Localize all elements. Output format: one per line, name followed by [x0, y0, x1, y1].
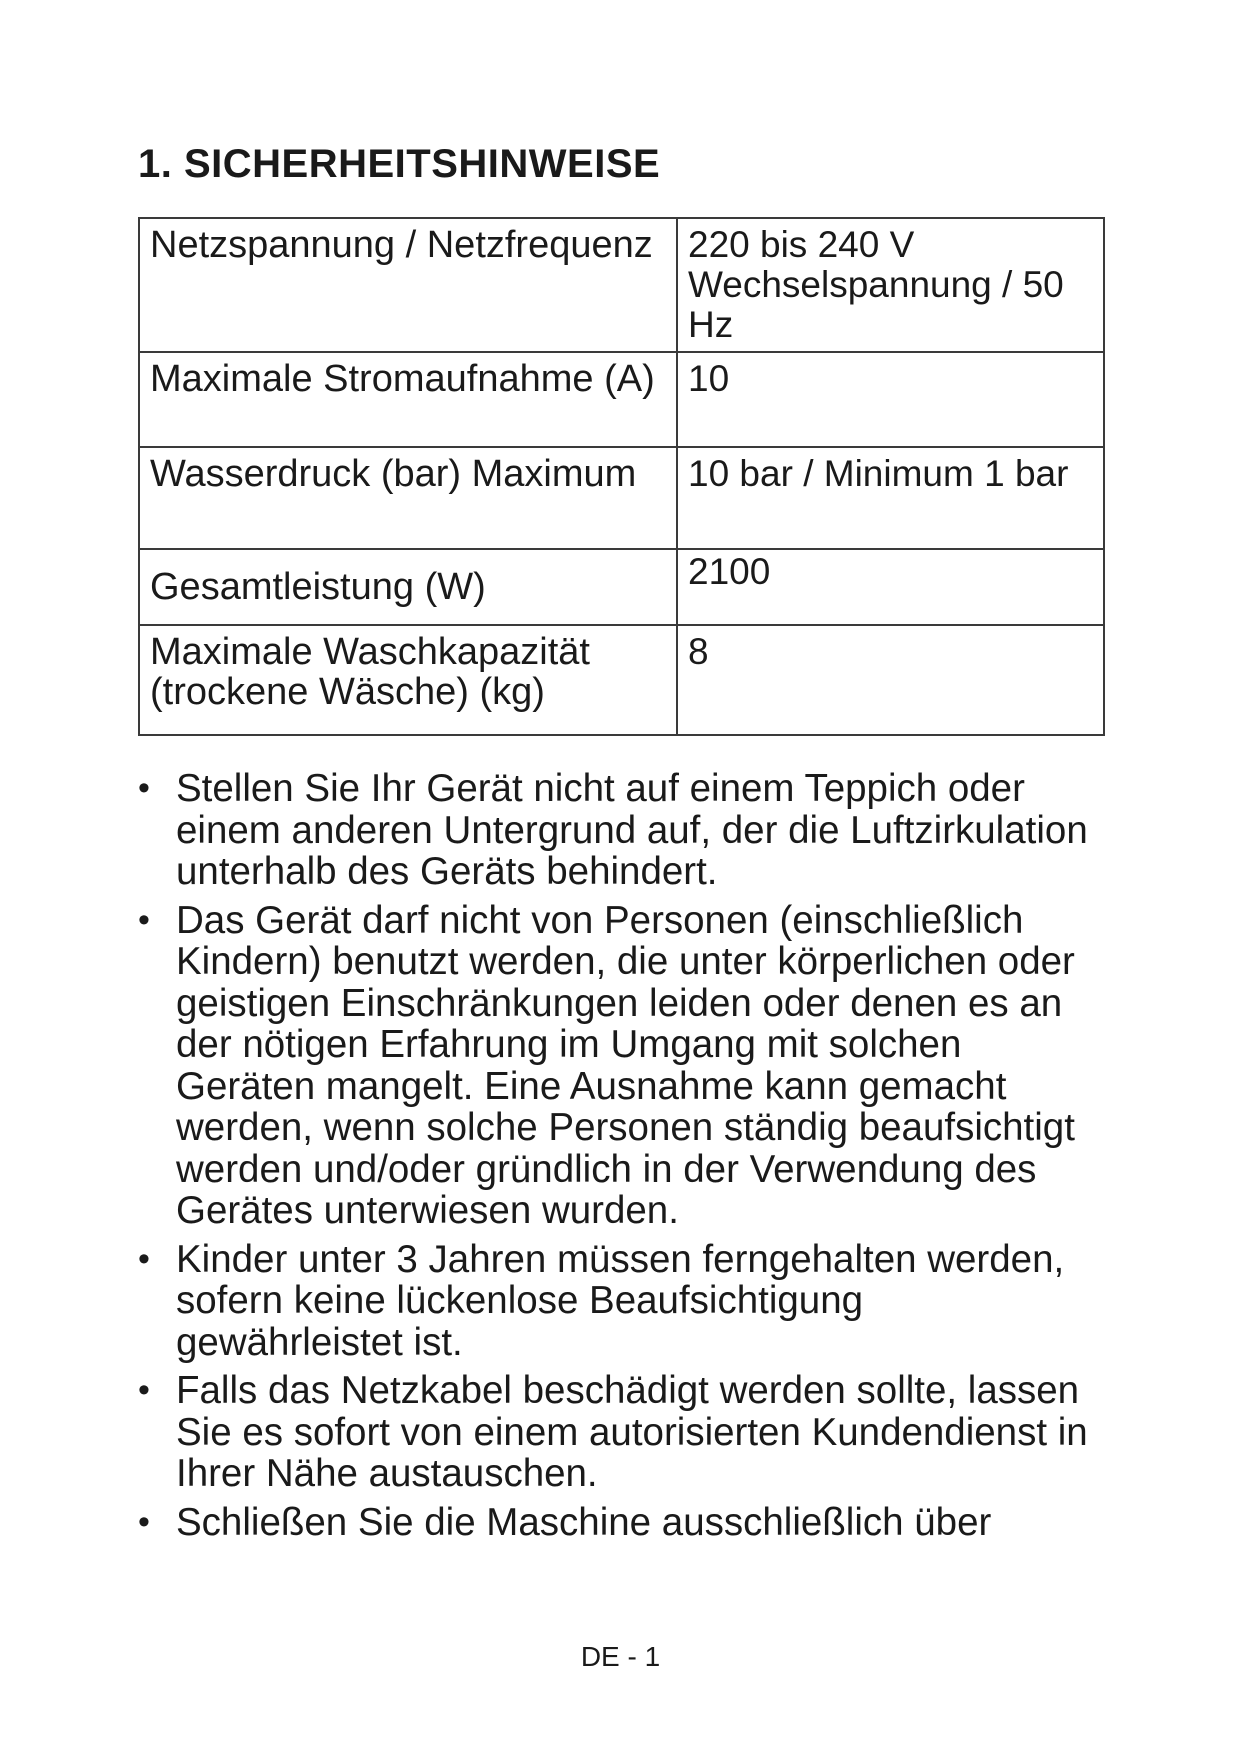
spec-value: 10: [677, 352, 1104, 447]
bullet-icon: •: [138, 1502, 150, 1541]
spec-value: 10 bar / Minimum 1 bar: [677, 447, 1104, 549]
table-row: [139, 447, 1104, 549]
list-item-text: Schließen Sie die Maschine ausschließlich über: [176, 1500, 992, 1544]
spec-label: Netzspannung / Netzfrequenz: [139, 218, 677, 352]
spec-label: Wasserdruck (bar) Maximum: [139, 447, 677, 549]
list-item: [138, 768, 1098, 893]
bullet-icon: •: [138, 1239, 150, 1278]
list-item: [138, 1239, 1098, 1364]
table-row: [139, 549, 1104, 625]
spec-label: Gesamtleistung (W): [139, 549, 677, 625]
safety-notes-list: [138, 768, 1098, 1550]
table-row: [139, 218, 1104, 352]
list-item: [138, 1370, 1098, 1495]
spec-label: Maximale Waschkapazität (trockene Wäsche) (kg): [139, 625, 677, 735]
list-item-text: Falls das Netzkabel beschädigt werden sollte, lassen Sie es sofort von einem autorisierten Kundendienst in Ihrer Nähe austauschen.: [176, 1369, 1088, 1495]
table-row: [139, 352, 1104, 447]
spec-value: 8: [677, 625, 1104, 735]
bullet-icon: •: [138, 900, 150, 939]
list-item-text: Kinder unter 3 Jahren müssen ferngehalten werden, sofern keine lückenlose Beaufsichtigung gewährleistet ist.: [176, 1237, 1065, 1364]
list-item-text: Stellen Sie Ihr Gerät nicht auf einem Teppich oder einem anderen Untergrund auf, der die Luftzirkulation unterhalb des Geräts behindert.: [176, 767, 1088, 893]
specifications-table: [138, 217, 1105, 736]
spec-value: 220 bis 240 V Wechselspannung / 50 Hz: [677, 218, 1104, 352]
spec-label: Maximale Stromaufnahme (A): [139, 352, 677, 447]
list-item-text: Das Gerät darf nicht von Personen (einschließlich Kindern) benutzt werden, die unter körperlichen oder geistigen Einschränkungen leiden oder denen es an der nötigen Erfahrung im Umgang mit solchen Geräten mangelt. Eine Ausnahme kann gemacht werden, wenn solche Personen ständig beaufsichtigt werden und/oder gründlich in der Verwendung des Gerätes unterwiesen wurden.: [176, 898, 1075, 1232]
page-number: DE - 1: [580, 1641, 661, 1672]
spec-value: 2100: [677, 549, 1104, 625]
page-title: 1. SICHERHEITSHINWEISE: [138, 142, 661, 186]
list-item: [138, 900, 1098, 1232]
bullet-icon: •: [138, 1371, 150, 1409]
table-row: [139, 625, 1104, 735]
list-item: [138, 1502, 1098, 1544]
bullet-icon: •: [138, 769, 150, 807]
